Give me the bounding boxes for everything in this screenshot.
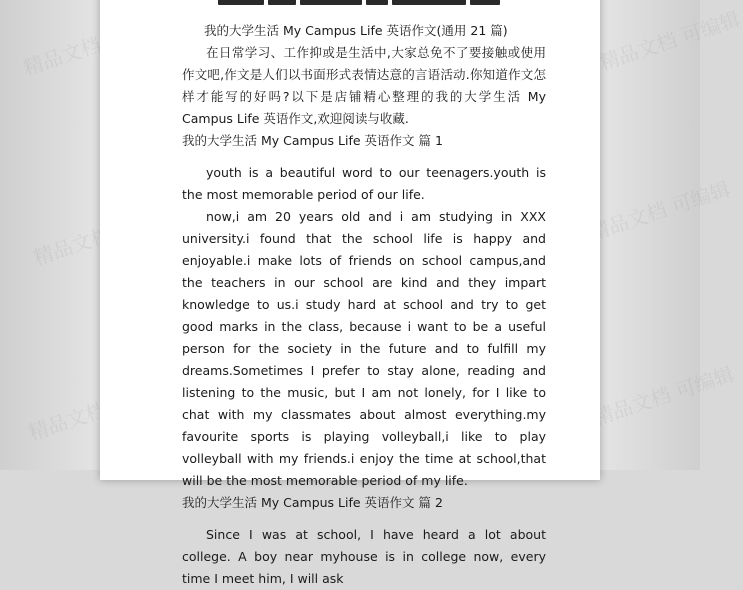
cropped-header-text (218, 0, 518, 5)
section-1-paragraph-2: now,i am 20 years old and i am studying in XXX university.i found that the school life is happy and enjoyable.i make lots of friends on school campus,and the teachers in our school are kind and they impart knowledge to us.i study hard at school and try to get good marks in the class, because i want to be a useful person for the society in the future and to fulfill my dreams.Sometimes I prefer to stay alone, reading and listening to the music, but I am not lonely, for I like to chat with my classmates about almost everything.my favourite sports is playing volleyball,i like to play volleyball with my friends.i enjoy the time at school,that will be the most memorable period of my life. (182, 209, 546, 488)
watermark-right-top: 精品文档 可编辑 (596, 6, 743, 75)
section-heading-1: 我的大学生活 My Campus Life 英语作文 篇 1 (182, 133, 443, 148)
watermark-left-top: 精品文档 可编辑 (20, 11, 167, 80)
section-1-paragraph-1: youth is a beautiful word to our teenagers.youth is the most memorable period of our life. (182, 165, 546, 202)
watermark-left-middle: 精品文档 (30, 222, 114, 270)
section-2-paragraph-1: Since I was at school, I have heard a lot about college. A boy near myhouse is in college now, every time I meet him, I will ask (182, 527, 546, 586)
document-page (100, 0, 600, 586)
document-content (182, 20, 546, 590)
document-title: 我的大学生活 My Campus Life 英语作文(通用 21 篇) (204, 23, 508, 38)
section-heading-2: 我的大学生活 My Campus Life 英语作文 篇 2 (182, 495, 443, 510)
watermark-right-bottom: 精品文档 可编辑 (590, 361, 737, 430)
watermark-left-bottom: 精品文档 可编辑 (25, 376, 172, 445)
intro-paragraph: 在日常学习、工作抑或是生活中,大家总免不了要接触或使用作文吧,作文是人们以书面形式表情达意的言语活动.你知道作文怎样才能写的好吗?以下是店铺精心整理的我的大学生活 My Campus Life 英语作文,欢迎阅读与收藏. (182, 45, 546, 126)
watermark-right-middle: 精品文档 可编辑 (586, 176, 733, 245)
